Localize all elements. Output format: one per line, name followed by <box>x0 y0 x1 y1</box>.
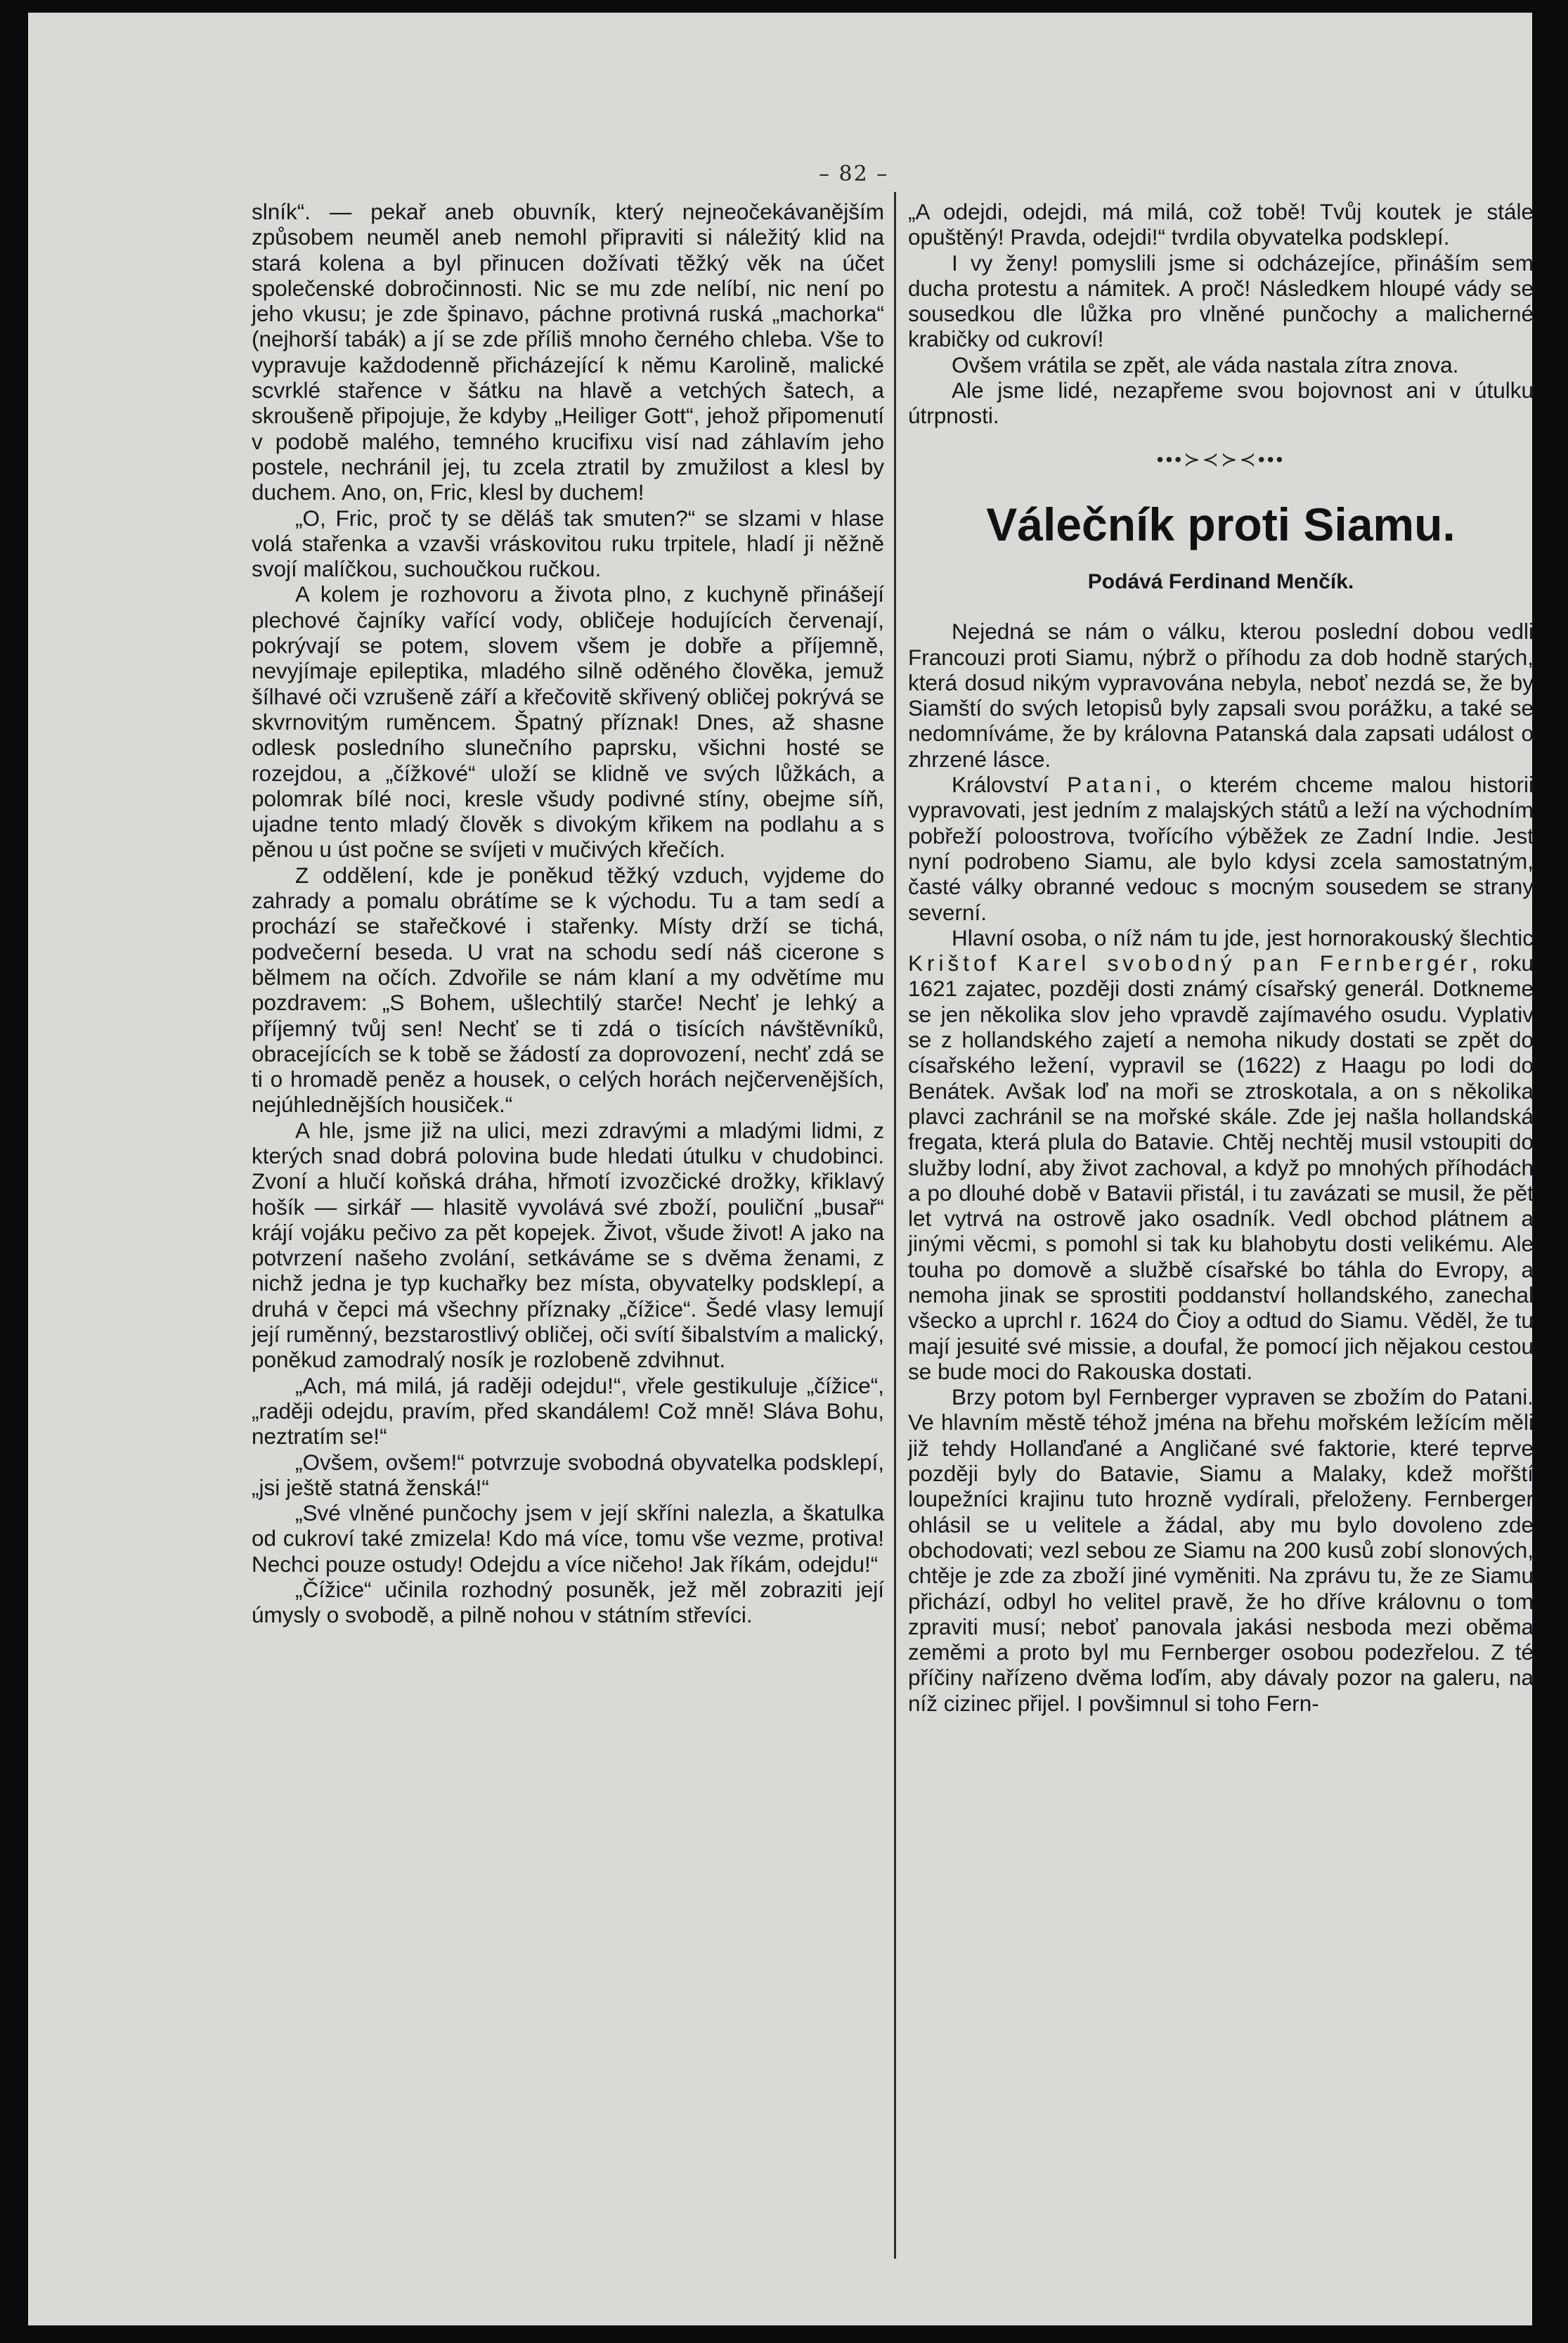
paragraph: Brzy potom byl Fernberger vypraven se zbožím do Patani. Ve hlavním městě téhož jména na břehu mořském ležícím měli již tehdy Hollanďané a Angličané své faktorie, které teprve později byly do Batavie, Siamu a Malaky, kdež mořští loupežníci krajinu tuto hrozně vydírali, přeloženy. Fernberger ohlásil se u velitele a žádal, aby mu bylo dovoleno zde obchodovati; vezl sebou ze Siamu na 200 kusů zobí slonových, chtěje je zde za zboží jiné vyměniti. Na zprávu tu, že ze Siamu přichází, odbyl ho velitel pravě, že ho dříve královnu o tom zpraviti musí; neboť panovala jakási nesboda mezi oběma zeměmi a proto byl mu Fernberger osobou podezřelou. Z té příčiny nařízeno dvěma loďím, aby dávaly pozor na galeru, na níž cizinec přijel. I povšimnul si toho Fern- <box>908 1384 1534 1716</box>
paragraph: A hle, jsme již na ulici, mezi zdravými a mladými lidmi, z kterých snad dobrá polovina bude hledati útulku v chudobinci. Zvoní a hlučí koňská dráha, hřmotí izvozčické drožky, křiklavý hošík — sirkář — hlasitě vyvolává své zboží, pouliční „busař“ krájí vojáku pečivo za pět kopejek. Život, všude život! A jako na potvrzení našeho zvolání, setkáváme se s dvěma ženami, z nichž jedna je typ kuchařky bez místa, obyvatelky podsklepí, a druhá v čepci má všechny příznaky „čížice“. Šedé vlasy lemují její ruměnný, bezstarostlivý obličej, oči svítí šibalstvím a malický, poněkud zamodralý nosík je rozlobeně zdvihnut. <box>252 1117 884 1373</box>
paragraph: Ovšem vrátila se zpět, ale váda nastala zítra znova. <box>952 351 1459 377</box>
paragraph: „Ach, má milá, já raději odejdu!“, vřele gestikuluje „čížice“, „raději odejdu, pravím, před skandálem! Což mně! Sláva Bohu, neztratím se!“ <box>252 1372 884 1450</box>
right-column <box>908 199 1534 1716</box>
paragraph: „O, Fric, proč ty se děláš tak smuten?“ se slzami v hlase volá stařenka a vzavši vráskovitou ruku trpitele, hladí ji něžně svojí malíčkou, suchoučkou ručkou. <box>252 505 884 582</box>
paragraph: Nejedná se nám o válku, kterou poslední dobou vedli Francouzi proti Siamu, nýbrž o příhodu za dob hodně starých, která dosud nikým vypravována nebyla, neboť nezdá se, že by Siamští do svých letopisů byly zapsali svou porážku, a také se nedomníváme, že by královna Patanská dala zapsati událost o zhrzené lásce. <box>908 619 1534 772</box>
paragraph <box>908 925 1534 1384</box>
paragraph: „Čížice“ učinila rozhodný posuněk, jež měl zobraziti její úmysly o svobodě, a pilně nohou v státním střevíci. <box>252 1577 884 1628</box>
text-run: Království <box>952 772 1068 798</box>
text-run: Hlavní osoba, o níž nám tu jde, jest hornorakouský šlechtic <box>952 924 1534 950</box>
paragraph: Z oddělení, kde je poněkud těžký vzduch, vyjdeme do zahrady a pomalu obrátíme se k východu. Tu a tam sedí a prochází se stařečkové i stařenky. Místy drží se tichá, podvečerní beseda. U vrat na schodu sedí náš cicerone s bělmem na očích. Zdvořile se nám klaní a my odvětíme mu pozdravem: „S Bohem, ušlechtilý starče! Nechť je lehký a příjemný tvůj sen! Nechť se ti zdá o tisících návštěvníků, obracejících se k tobě se žádostí za doprovození, nechť zdá se ti o hromadě peněz a housek, o celých horách nejčervenějších, nejúhlednějších housiček.“ <box>252 862 884 1118</box>
paragraph: A kolem je rozhovoru a života plno, z kuchyně přinášejí plechové čajníky vařící vody, obličeje hodujících červenají, pokrývají se potem, slovem všem je dobře a příjemně, nevyjímaje epileptika, mladého silně oděného člověka, jemuž šílhavé oči vzrušeně září a křečovitě skřivený obličej pokrývá se skvrnovitým ruměncem. Špatný příznak! Dnes, až shasne odlesk posledního slunečního paprsku, všichni hosté se rozejdou, a „čížkové“ uloží se klidně ve svých lůžkách, a polomrak bílé noci, kresle všudy podivné stíny, obejme síň, ujadne tento mladý člověk s divokým křikem na podlahu a s pěnou u úst počne se svíjeti v mučivých křečích. <box>252 581 884 863</box>
paragraph: „Ovšem, ovšem!“ potvrzuje svobodná obyvatelka podsklepí, „jsi ještě statná ženská!“ <box>252 1449 884 1500</box>
text-run: , o kterém chceme malou historii vypravovati, jest jedním z malajských států a leží na východním pobřeží poloostrova, tvořícího výběžek ze Zadní Indie. Jest nyní podrobeno Siamu, ale bylo kdysi zcela samostatným, časté války obranné vedouc s mocným sousedem se strany severní. <box>908 772 1534 925</box>
paragraph: „A odejdi, odejdi, má milá, což tobě! Tvůj koutek je stále opuštěný! Pravda, odejdi!“ tvrdila obyvatelka podsklepí. <box>908 199 1534 250</box>
paragraph: slník“. — pekař aneb obuvník, který nejneočekávanějším způsobem neuměl aneb nemohl připraviti si náležitý klid na stará kolena a byl přinucen dožívati těžký věk na účet společenské dobročinnosti. Nic se mu zde nelíbí, nic není po jeho vkusu; je zde špinavo, páchne protivná ruská „machorka“ (nejhorší tabák) a jí se zde příliš mnoho černého chleba. Vše to vypravuje každodenně přicházející k němu Karolině, malické scvrklé stařence v šátku na hlavě a vetchých šatech, a skroušeně připojuje, že kdyby „Heiliger Gott“, jehož připomenutí v podobě malého, temného krucifixu visí nad záhlavím jeho postele, nechránil jej, tu zcela ztratil by zmužilost a klesl by duchem. Ano, on, Fric, klesl by duchem! <box>252 199 884 505</box>
paragraph: „Své vlněné punčochy jsem v její skříni nalezla, a škatulka od cukroví také zmizela! Kdo má více, tomu vše vezme, protiva! Nechci pouze ostudy! Odejdu a více ničeho! Jak říkám, odejdu!“ <box>252 1500 884 1577</box>
page-number: – 82 – <box>819 162 889 186</box>
paragraph: Ale jsme lidé, nezapřeme svou bojovnost ani v útulku útrpnosti. <box>908 377 1534 429</box>
column-divider <box>894 192 896 2259</box>
article-byline: Podává Ferdinand Menčík. <box>1087 569 1354 593</box>
article-title: Válečník proti Siamu. <box>986 498 1456 550</box>
paragraph <box>908 772 1534 925</box>
person-name: Krištof Karel svobodný pan Fernbergér <box>908 950 1472 976</box>
paragraph: I vy ženy! pomyslili jsme si odcházejíce, přináším sem ducha protestu a námitek. A proč! Následkem hloupé vády se sousedkou dle lůžka pro vlněné punčochy a malicherné krabičky od cukroví! <box>908 250 1534 352</box>
left-column <box>252 199 884 1628</box>
place-name: Patani <box>1067 772 1155 798</box>
section-ornament: •••≻≺≻≺••• <box>1156 448 1285 470</box>
newspaper-page <box>28 13 1532 2325</box>
text-run: , roku 1621 zajatec, později dosti známý císařský generál. Dotkneme se jen několika slov jeho vpravdě zajímavého osudu. Vyplativ se z hollandského zajetí a nemoha nikudy dostati se zpět do císařského ležení, vypravil se (1622) z Haagu po lodi do Benátek. Avšak loď na moři se ztroskotala, a on s několika plavci zachránil se na mořské skále. Zde jej našla hollandská fregata, která plula do Batavie. Chtěj nechtěj musil vstoupiti do služby lodní, aby život zachoval, a když po mnohých příhodách a po dlouhé době v Batavii přistál, i tu zavázati se musil, že pět let vytrvá na ostrově jako osadník. Vedl obchod plátnem a jinými věcmi, s pomohl si tak ku blahobytu dosti velikému. Ale touha po domově a službě císařské bo táhla do Evropy, a nemoha jinak se sprostiti poddanství hollandského, zanechal všecko a uprchl r. 1624 do Čioy a odtud do Siamu. Věděl, že tu mají jesuité své missie, a doufal, že pomocí jich nějakou cestou se bude moci do Rakouska dostati. <box>908 950 1534 1384</box>
